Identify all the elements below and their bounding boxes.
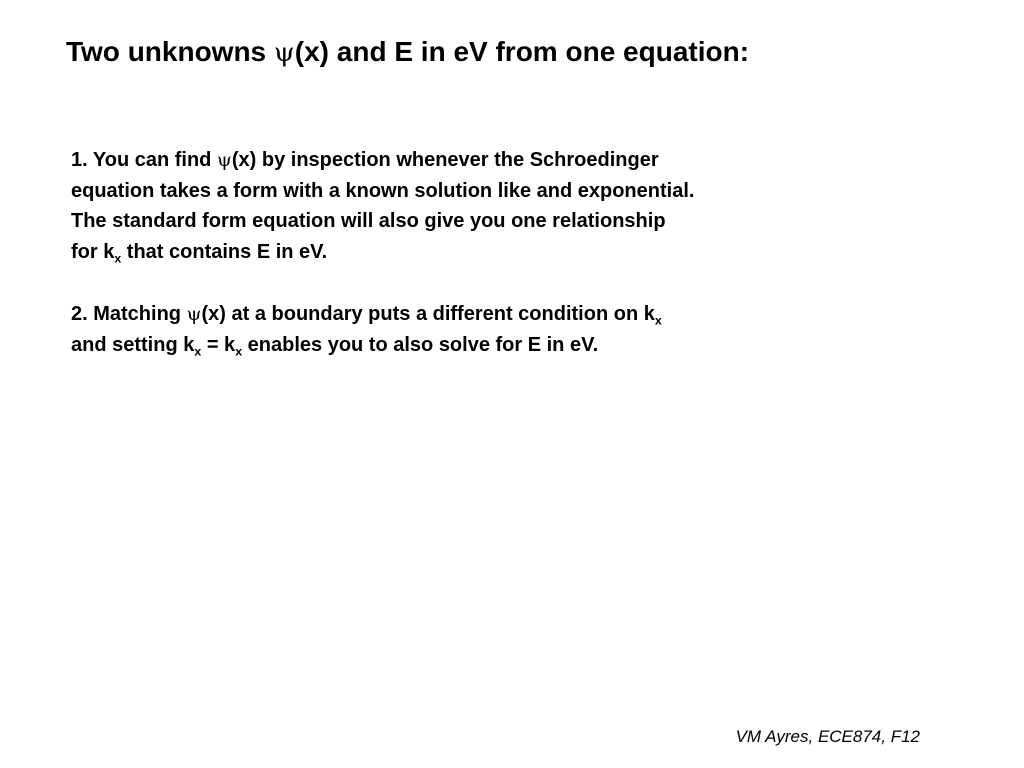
subscript: x (235, 343, 243, 358)
footer-credit: VM Ayres, ECE874, F12 (735, 727, 920, 746)
psi-symbol: ψ (186, 303, 202, 325)
text-segment: 1. You can find (71, 149, 217, 171)
paragraph-2-line-2 (71, 330, 931, 361)
text-segment: that contains E in eV. (121, 240, 328, 263)
subscript: x (654, 313, 662, 328)
paragraph-2-line-1 (71, 299, 931, 330)
psi-symbol: ψ (216, 149, 232, 171)
paragraph-2 (71, 299, 931, 360)
text-segment: (x) by inspection whenever the Schroedinger (231, 149, 659, 171)
text-segment: and setting k (71, 333, 195, 356)
text-segment: 2. Matching (71, 303, 187, 325)
paragraph-1-line-4 (71, 237, 931, 268)
psi-symbol: ψ (273, 37, 295, 68)
paragraph-spacer (71, 267, 931, 299)
title-text-post: (x) and E in eV from one equation: (294, 36, 750, 67)
paragraph-1-line-2: equation takes a form with a known solution like and exponential. (71, 179, 695, 202)
paragraph-1 (71, 145, 931, 267)
text-segment: for k (71, 240, 115, 263)
title-text-pre: Two unknowns (66, 36, 274, 67)
text-segment: = k (201, 333, 236, 356)
slide-title (66, 34, 749, 71)
text-segment: (x) at a boundary puts a different condition on k (201, 303, 655, 325)
subscript: x (114, 250, 122, 265)
text-segment: enables you to also solve for E in eV. (242, 333, 599, 356)
paragraph-1-line-3: The standard form equation will also give you one relationship (71, 210, 666, 232)
paragraph-1-line-1 (71, 145, 931, 176)
subscript: x (194, 343, 202, 358)
slide-body (71, 145, 931, 360)
